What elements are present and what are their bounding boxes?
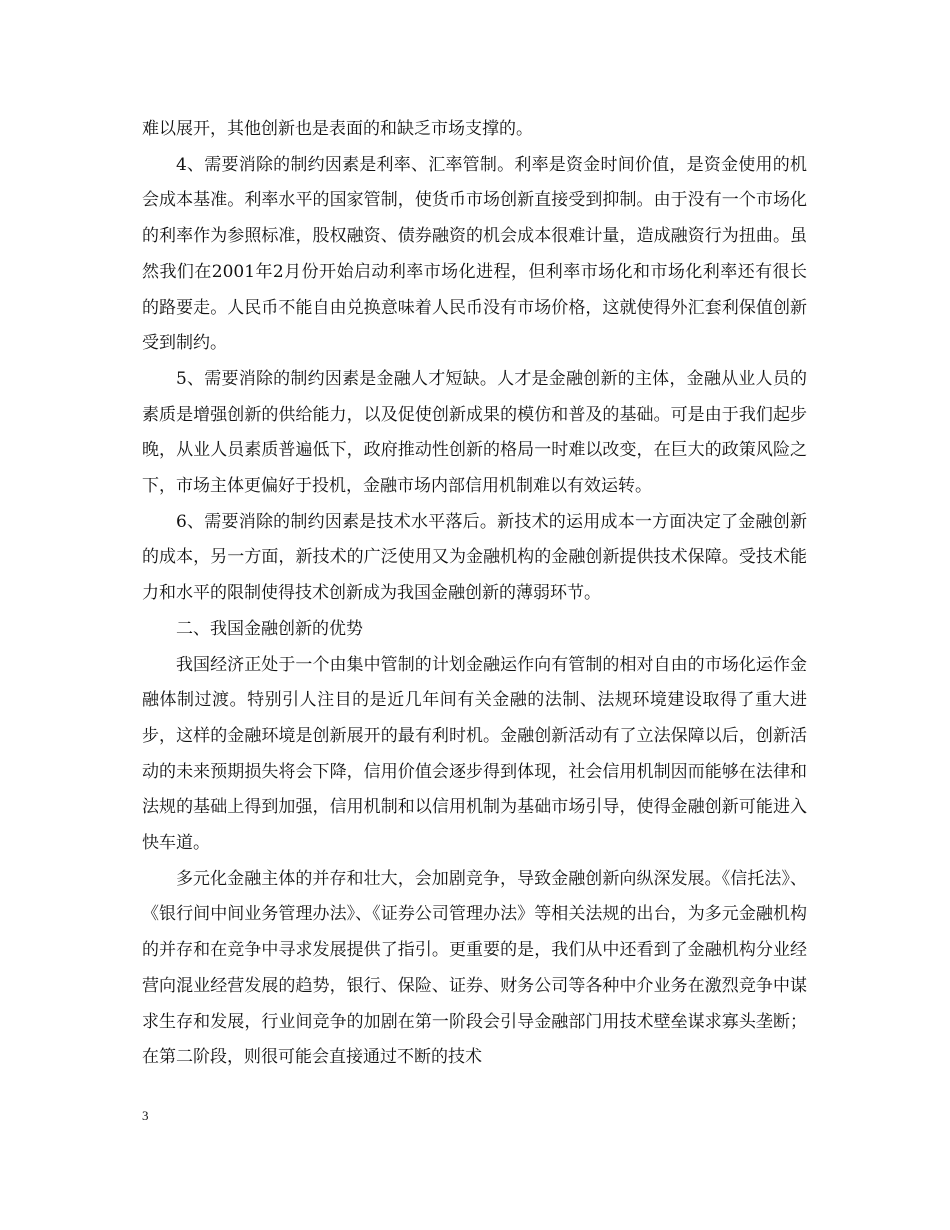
paragraph-diversified-institutions: 多元化金融主体的并存和壮大，会加剧竞争，导致金融创新向纵深发展。《信托法》、《银行间中间业务管理办法》、《证券公司管理办法》等相关法规的出台，为多元金融机构的并存和在竞争中寻求发展提供了指引。更重要的是，我们从中还看到了金融机构分业经营向混业经营发展的趋势，银行、保险、证券、财务公司等各种中介业务在激烈竞争中谋求生存和发展，行业间竞争的加剧在第一阶段会引导金融部门用技术壁垒谋求寡头垄断；在第二阶段，则很可能会直接通过不断的技术: [142, 868, 807, 1068]
document-body: [142, 112, 807, 1076]
paragraph-technology-lag: 6、需要消除的制约因素是技术水平落后。新技术的运用成本一方面决定了金融创新的成本，另一方面，新技术的广泛使用又为金融机构的金融创新提供技术保障。受技术能力和水平的限制使得技术创新成为我国金融创新的薄弱环节。: [142, 511, 807, 604]
paragraph-legal-environment: 我国经济正处于一个由集中管制的计划金融运作向有管制的相对自由的市场化运作金融体制过渡。特别引人注目的是近几年间有关金融的法制、法规环境建设取得了重大进步，这样的金融环境是创新展开的最有利时机。金融创新活动有了立法保障以后，创新活动的未来预期损失将会下降，信用价值会逐步得到体现，社会信用机制因而能够在法律和法规的基础上得到加强，信用机制和以信用机制为基础市场引导，使得金融创新可能进入快车道。: [142, 654, 807, 854]
paragraph-talent-shortage: 5、需要消除的制约因素是金融人才短缺。人才是金融创新的主体，金融从业人员的素质是增强创新的供给能力，以及促使创新成果的模仿和普及的基础。可是由于我们起步晚，从业人员素质普遍低下，政府推动性创新的格局一时难以改变，在巨大的政策风险之下，市场主体更偏好于投机，金融市场内部信用机制难以有效运转。: [142, 368, 807, 497]
paragraph-continuation: 难以展开，其他创新也是表面的和缺乏市场支撑的。: [142, 119, 533, 139]
paragraph-interest-rate-control: 4、需要消除的制约因素是利率、汇率管制。利率是资金时间价值，是资金使用的机会成本基准。利率水平的国家管制，使货币市场创新直接受到抑制。由于没有一个市场化的利率作为参照标准，股权融资、债券融资的机会成本很难计量，造成融资行为扭曲。虽然我们在2001年2月份开始启动利率市场化进程，但利率市场化和市场化利率还有很长的路要走。人民币不能自由兑换意味着人民币没有市场价格，这就使得外汇套利保值创新受到制约。: [142, 154, 807, 354]
page-number: 3: [142, 1108, 149, 1123]
section-heading-advantages: 二、我国金融创新的优势: [176, 618, 363, 639]
